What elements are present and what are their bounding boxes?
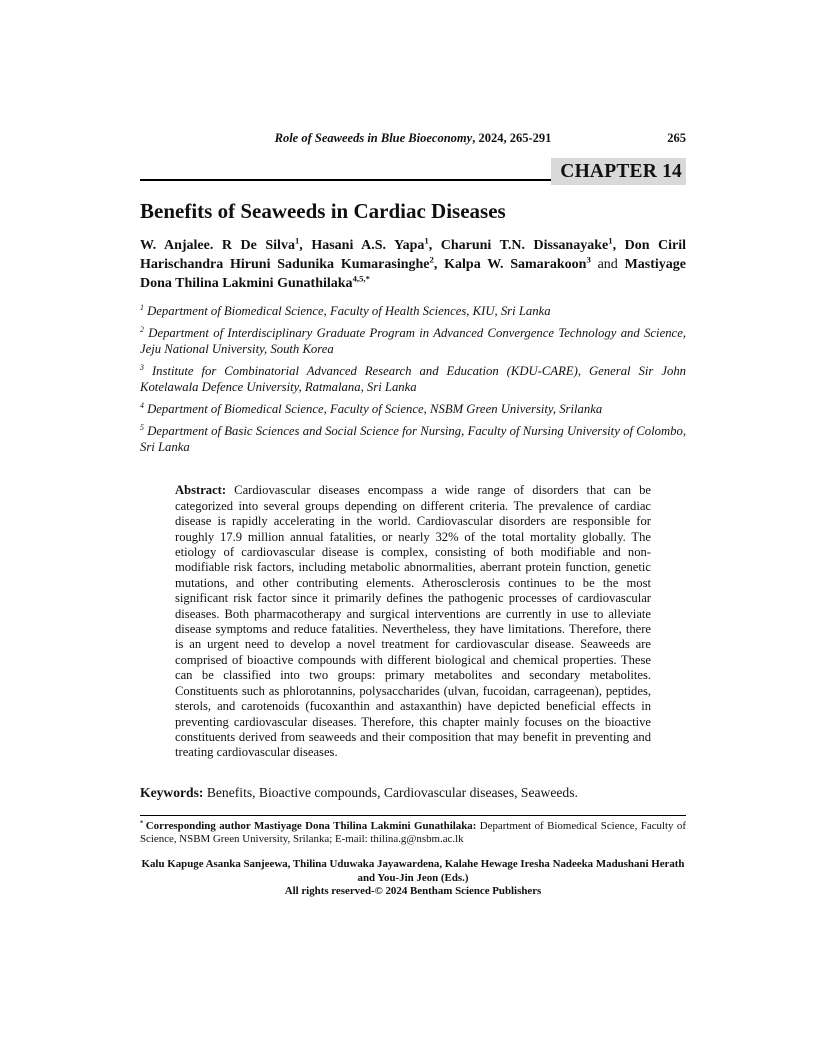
affiliation-text: Department of Interdisciplinary Graduate Program in Advanced Convergence Technology and Science, Jeju National University, South Korea — [140, 326, 686, 357]
chapter-header — [140, 158, 686, 185]
affiliation-item — [140, 325, 686, 357]
running-header — [140, 131, 686, 147]
affiliation-text: Institute for Combinatorial Advanced Research and Education (KDU-CARE), General Sir John Kotelawala Defence University, Ratmalana, Sri Lanka — [140, 364, 687, 395]
affiliation-item — [140, 303, 686, 319]
affiliation-marker: 4 — [140, 401, 144, 411]
copyright-line: All rights reserved-© 2024 Bentham Science Publishers — [284, 885, 542, 898]
page-number: 265 — [667, 131, 686, 145]
authors-line: W. Anjalee. R De Silva$^1$, Hasani A.S. Yapa$^1$, Charuni T.N. Dissanayake$^1$, Don Ciril Harischandra Hiruni Sadunika Kumarasinghe$^2$, Kalpa W. Samarakoon$^3$ and Mastiyage Dona Thilina Lakmini Gunathilaka$^{4,5,*}$ — [140, 235, 687, 292]
keywords-line: Keywords: Benefits, Bioactive compounds, Cardiovascular diseases, Seaweeds. — [140, 784, 578, 800]
editors-line: Kalu Kapuge Asanka Sanjeewa, Thilina Uduwaka Jayawardena, Kalahe Hewage Iresha Nadeeka Madushani Herath and You-Jin Jeon (Eds.) — [141, 857, 685, 884]
footnote-rule — [140, 815, 686, 816]
affiliation-marker: 2 — [140, 325, 144, 335]
affiliation-item — [140, 363, 686, 395]
corresponding-author-footnote: * Corresponding author Mastiyage Dona Thilina Lakmini Gunathilaka: Department of Biomedical Science, Faculty of Science, NSBM Green University, Srilanka; E-mail: thilina.g@nsbm.ac.lk — [140, 819, 686, 846]
chapter-rule — [140, 179, 551, 181]
abstract-paragraph: Abstract: Cardiovascular diseases encompass a wide range of disorders that can be categorized into several groups depending on different criteria. The prevalence of cardiac disease is rapidly accelerating in the world. Cardiovascular disorders are responsible for roughly 17.9 million annual fatalities, or nearly 32% of the total mortality globally. The etiology of cardiovascular disease is complex, consisting of both modifiable and non-modifiable risk factors, including metabolic abnormalities, aberrant protein function, genetic mutations, and other contributing elements. Atherosclerosis continues to be the most significant risk factor since it primarily defines the pathogenic processes of cardiovascular diseases. Both pharmacotherapy and surgical interventions are currently in use to alleviate disease symptoms and reduce fatalities. Nevertheless, they have limitations. Therefore, there is an urgent need to develop a novel treatment for cardiovascular disease. Seaweeds are comprised of bioactive compounds with different biological and chemical properties. These can be classified into two groups: primary metabolites and secondary metabolites. Constituents such as phlorotannins, polysaccharides (ulvan, fucoidan, carrageenan), peptides, sterols, and carotenoids (fucoxanthin and astaxanthin) have depicted beneficial effects in preventing cardiovascular diseases. Therefore, this chapter mainly focuses on the bioactive constituents derived from seaweeds and their composition that may benefit in preventing and treating cardiovascular diseases. — [175, 483, 651, 760]
affiliation-marker: 3 — [140, 363, 144, 373]
chapter-label: CHAPTER 14 — [551, 158, 686, 185]
affiliations-list — [140, 303, 686, 455]
text-block — [140, 131, 686, 899]
affiliation-text: Department of Biomedical Science, Faculty of Health Sciences, KIU, Sri Lanka — [147, 304, 551, 319]
affiliation-text: Department of Biomedical Science, Faculty of Science, NSBM Green University, Srilanka — [147, 402, 603, 417]
affiliation-item — [140, 423, 686, 455]
affiliation-marker: 1 — [140, 303, 144, 313]
affiliation-item — [140, 401, 686, 417]
colophon — [140, 858, 686, 899]
running-title: Role of Seaweeds in Blue Bioeconomy, 2024, 265-291 — [274, 131, 552, 145]
affiliation-text: Department of Basic Sciences and Social Science for Nursing, Faculty of Nursing University of Colombo, Sri Lanka — [140, 424, 686, 455]
affiliation-marker: 5 — [140, 423, 144, 433]
chapter-title: Benefits of Seaweeds in Cardiac Diseases — [140, 199, 506, 224]
